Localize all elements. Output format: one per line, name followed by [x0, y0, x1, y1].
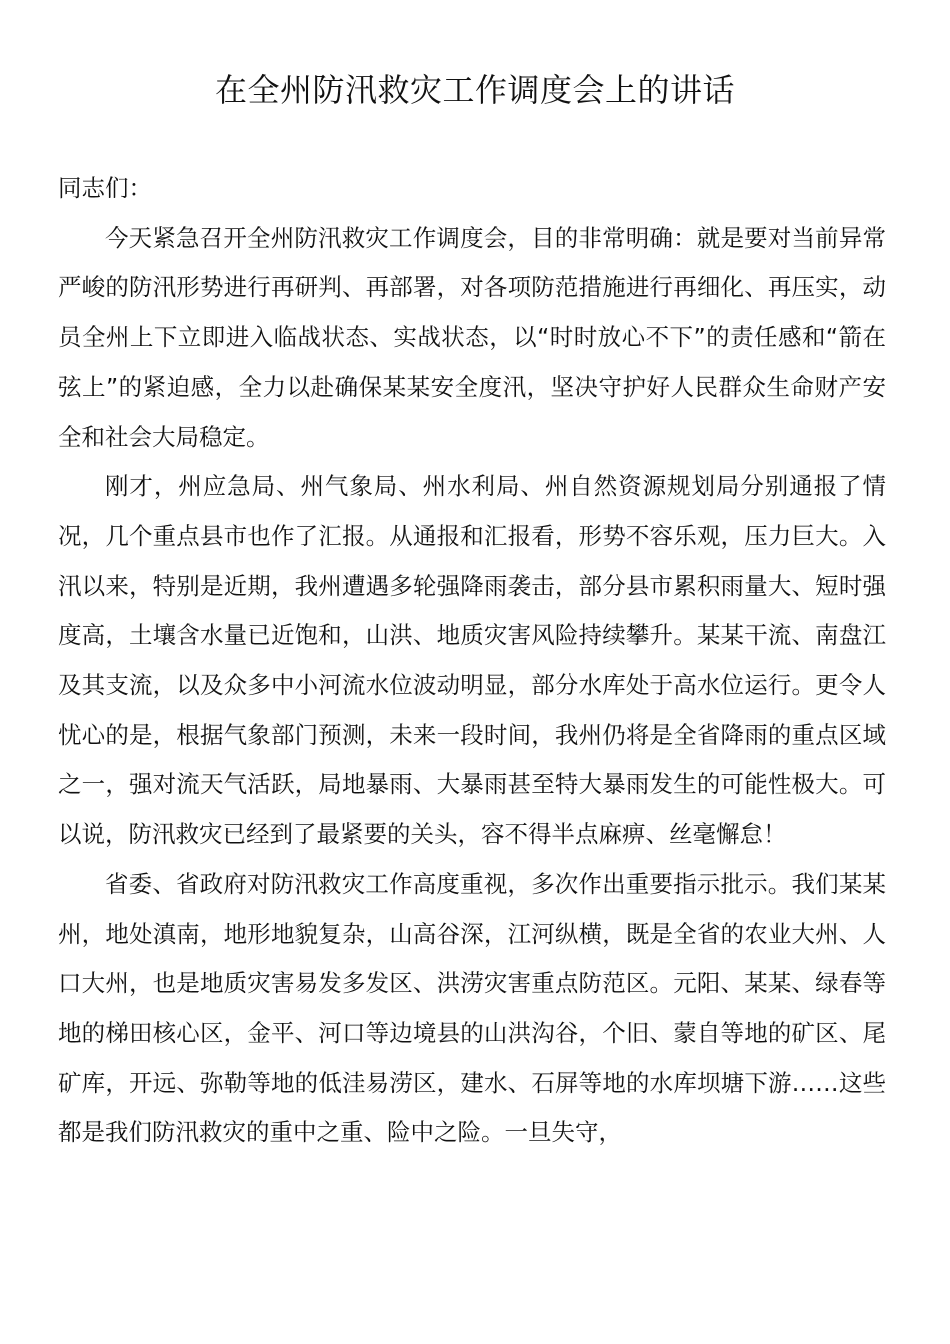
salutation: 同志们： — [58, 174, 152, 202]
paragraph-1: 今天紧急召开全州防汛救灾工作调度会，目的非常明确：就是要对当前异常严峻的防汛形势进行再研判、再部署，对各项防范措施进行再细化、再压实，动员全州上下立即进入临战状态、实战状态，以“时时放心不下”的责任感和“箭在弦上”的紧迫感，全力以赴确保某某安全度汛，坚决守护好人民群众生命财产安全和社会大局稳定。 — [58, 223, 886, 451]
document-body — [58, 164, 886, 1158]
paragraph-2: 刚才，州应急局、州气象局、州水利局、州自然资源规划局分别通报了情况，几个重点县市也作了汇报。从通报和汇报看，形势不容乐观，压力巨大。入汛以来，特别是近期，我州遭遇多轮强降雨袭击，部分县市累积雨量大、短时强度高，土壤含水量已近饱和，山洪、地质灾害风险持续攀升。某某干流、南盘江及其支流，以及众多中小河流水位波动明显，部分水库处于高水位运行。更令人忧心的是，根据气象部门预测，未来一段时间，我州仍将是全省降雨的重点区域之一，强对流天气活跃，局地暴雨、大暴雨甚至特大暴雨发生的可能性极大。可以说，防汛救灾已经到了最紧要的关头，容不得半点麻痹、丝毫懈怠！ — [58, 472, 886, 849]
document-title: 在全州防汛救灾工作调度会上的讲话 — [214, 71, 735, 109]
paragraph-3: 省委、省政府对防汛救灾工作高度重视，多次作出重要指示批示。我们某某州，地处滇南，地形地貌复杂，山高谷深，江河纵横，既是全省的农业大州、人口大州，也是地质灾害易发多发区、洪涝灾害重点防范区。元阳、某某、绿春等地的梯田核心区，金平、河口等边境县的山洪沟谷，个旧、蒙自等地的矿区、尾矿库，开远、弥勒等地的低洼易涝区，建水、石屏等地的水库坝塘下游……这些都是我们防汛救灾的重中之重、险中之险。一旦失守， — [58, 869, 886, 1147]
